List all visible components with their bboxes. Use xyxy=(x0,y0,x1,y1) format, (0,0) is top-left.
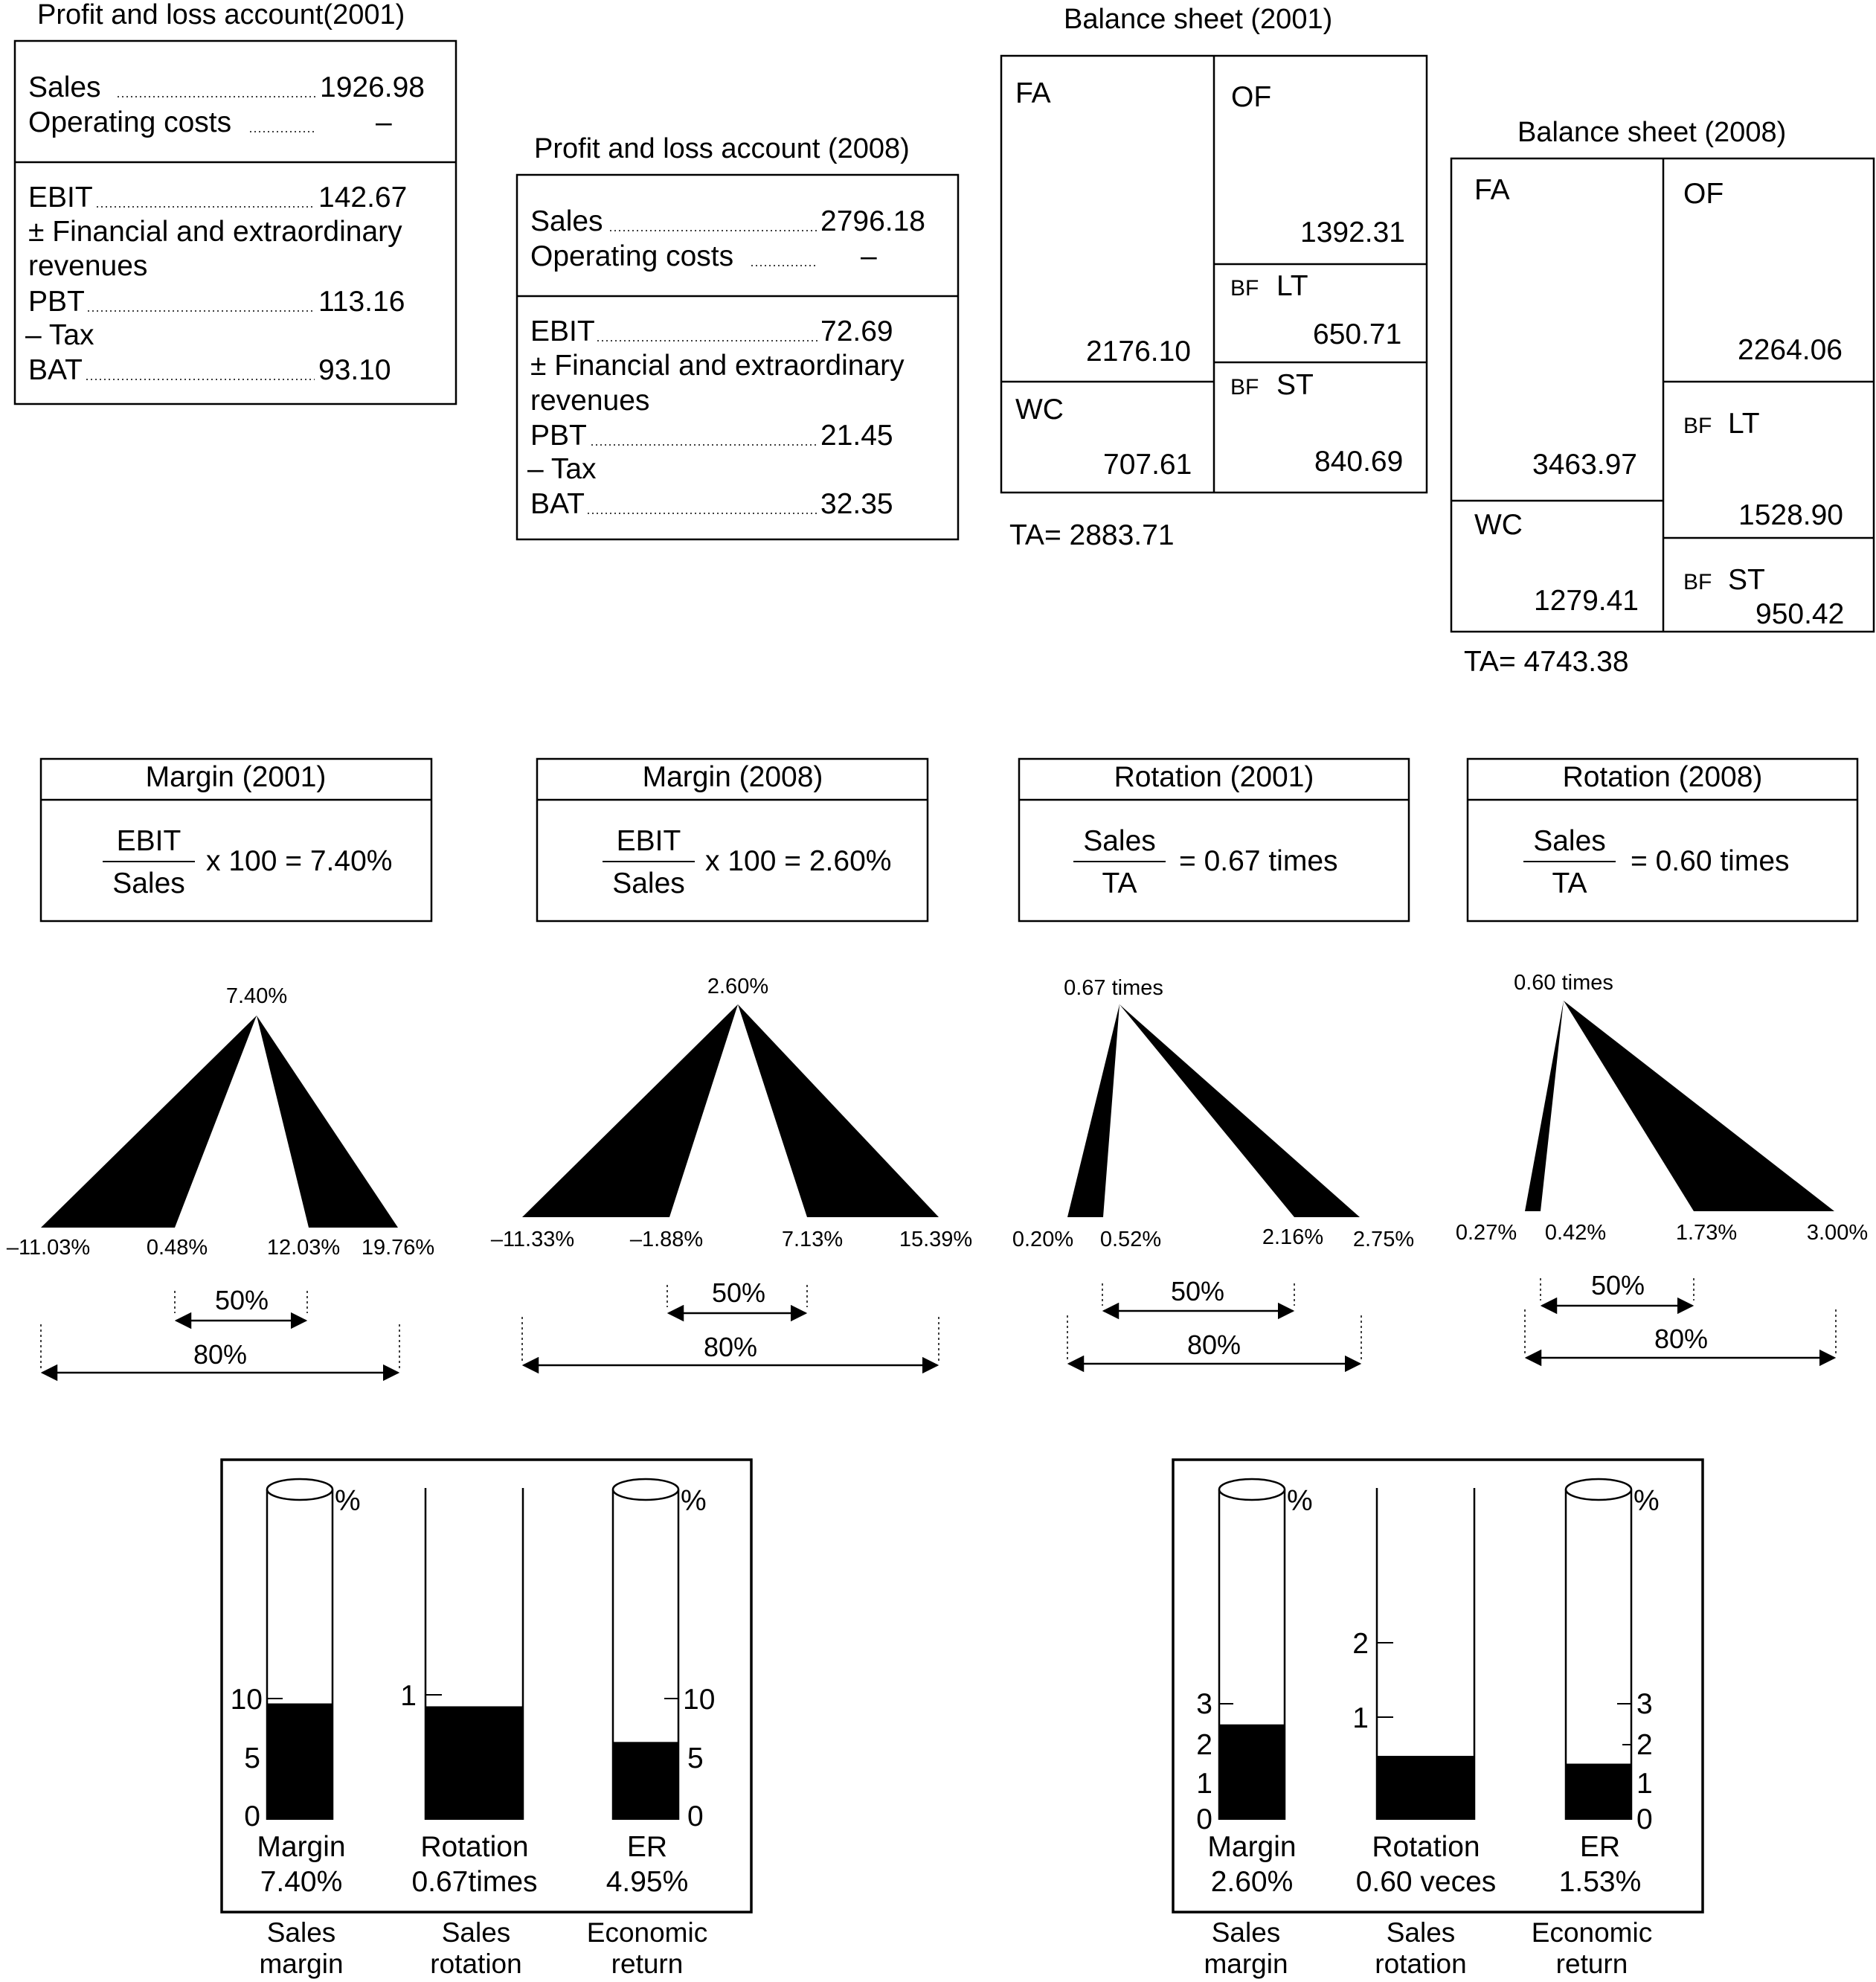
bar-unit-label: % xyxy=(1634,1485,1660,1517)
bar-unit-label: % xyxy=(335,1485,361,1517)
pl-2008-row-value: 21.45 xyxy=(820,420,893,452)
bs-2001-bf-label: BF xyxy=(1230,276,1259,301)
bs-2008-of-label: OF xyxy=(1683,178,1724,210)
triangle-tick-label: 2.16% xyxy=(1262,1225,1324,1249)
pl-2008-row-label: revenues xyxy=(530,385,650,417)
bar-caption: Sales xyxy=(266,1917,336,1948)
ratio-title: Margin (2001) xyxy=(145,761,327,793)
pl-2008-row-value: 72.69 xyxy=(820,315,893,347)
bs-2001-of-label: OF xyxy=(1231,81,1272,113)
pl-2008-row-label: – Tax xyxy=(527,453,597,485)
bar-caption: Sales xyxy=(1386,1917,1456,1948)
bs-2008-lt-value: 1528.90 xyxy=(1738,499,1843,531)
axis-tick-label: 0 xyxy=(1636,1803,1653,1835)
axis-tick-label: 2 xyxy=(1352,1628,1369,1660)
bar-caption: rotation xyxy=(430,1949,522,1979)
bar-name: ER xyxy=(626,1831,668,1863)
axis-tick-label: 1 xyxy=(1352,1702,1369,1734)
bar-name: Margin xyxy=(257,1831,346,1863)
bar-caption: Economic xyxy=(1531,1917,1653,1948)
ratio-denominator: Sales xyxy=(612,867,685,899)
axis-tick-label: 1 xyxy=(400,1680,417,1712)
bs-2008-wc-label: WC xyxy=(1474,509,1523,541)
axis-tick-label: 0 xyxy=(1196,1803,1212,1835)
band-80-label: 80% xyxy=(703,1332,758,1362)
triangle-peak-label: 0.67 times xyxy=(1064,976,1163,1000)
ratio-numerator: EBIT xyxy=(116,825,182,857)
triangle-tick-label: 7.13% xyxy=(781,1228,844,1251)
bs-2001-of-value: 1392.31 xyxy=(1300,217,1405,248)
triangle-peak-label: 7.40% xyxy=(225,984,288,1008)
bar-caption: rotation xyxy=(1375,1949,1467,1979)
pl-2001-row-value: 93.10 xyxy=(318,354,391,386)
bs-2008-st-value: 950.42 xyxy=(1755,598,1845,630)
triangle-tick-label: –1.88% xyxy=(629,1228,704,1251)
band-80-label: 80% xyxy=(1186,1330,1241,1360)
band-50-label: 50% xyxy=(1170,1276,1225,1306)
pl-2008-row-label: Operating costs xyxy=(530,240,734,272)
band-80-label: 80% xyxy=(193,1339,248,1370)
ratio-box-rotation-2001 xyxy=(1019,759,1409,921)
axis-tick-label: 10 xyxy=(230,1684,263,1716)
bs-2008-st-label: ST xyxy=(1728,564,1765,596)
ratio-box-margin-2008 xyxy=(537,759,928,921)
bar-caption: Sales xyxy=(1211,1917,1281,1948)
triangle-tick-label: 0.48% xyxy=(146,1236,208,1260)
pl-2008-row-label: BAT xyxy=(530,488,585,520)
triangle-tick-label: 2.75% xyxy=(1352,1228,1415,1251)
bs-2001-lt-value: 650.71 xyxy=(1313,318,1402,350)
bar-unit-label: % xyxy=(681,1485,707,1517)
axis-tick-label: 3 xyxy=(1636,1688,1653,1720)
pl-2008 xyxy=(517,133,958,539)
pl-2008-row-value: 2796.18 xyxy=(820,205,925,237)
bar-unit-label: % xyxy=(1287,1485,1313,1517)
pl-2001-row-label: ± Financial and extraordinary xyxy=(28,216,402,248)
axis-tick-label: 2 xyxy=(1196,1729,1212,1761)
triangle-tick-label: 12.03% xyxy=(266,1236,341,1260)
ratio-title: Margin (2008) xyxy=(642,761,823,793)
ratio-numerator: EBIT xyxy=(616,825,681,857)
bar-caption: return xyxy=(1555,1949,1628,1979)
pl-2001-row-value: 1926.98 xyxy=(320,71,425,103)
ratio-result: x 100 = 7.40% xyxy=(206,845,393,877)
ratio-result: x 100 = 2.60% xyxy=(705,845,892,877)
pl-2001-row-label: PBT xyxy=(28,286,85,318)
pl-2008-row-label: EBIT xyxy=(530,315,595,347)
ratio-numerator: Sales xyxy=(1533,825,1606,857)
axis-tick-label: 5 xyxy=(244,1742,260,1774)
pl-2001-row-value: 142.67 xyxy=(318,182,408,214)
pl-2008-title: Profit and loss account (2008) xyxy=(534,133,910,164)
bs-2008-fa-label: FA xyxy=(1474,174,1510,206)
bs-2008-wc-value: 1279.41 xyxy=(1534,585,1639,617)
bar-name: Rotation xyxy=(420,1831,529,1863)
bar-caption: Sales xyxy=(441,1917,511,1948)
ratio-denominator: TA xyxy=(1102,867,1137,899)
triangle-4 xyxy=(1456,971,1868,1358)
bs-2001 xyxy=(1001,4,1427,551)
pl-2001-row-value: 113.16 xyxy=(318,286,405,318)
axis-tick-label: 3 xyxy=(1196,1688,1212,1720)
band-80-label: 80% xyxy=(1654,1324,1709,1354)
ratio-numerator: Sales xyxy=(1083,825,1156,857)
pl-2001-row-label: EBIT xyxy=(28,182,93,214)
pl-2001-row-label: – Tax xyxy=(25,319,94,351)
bs-2001-wc-label: WC xyxy=(1015,394,1064,426)
bs-2008-bf-label: BF xyxy=(1683,414,1712,438)
axis-tick-label: 2 xyxy=(1636,1729,1653,1761)
bar-name: Rotation xyxy=(1372,1831,1480,1863)
pl-2008-row-value: 32.35 xyxy=(820,488,893,520)
bs-2001-lt-label: LT xyxy=(1276,270,1308,302)
bs-2001-fa-value: 2176.10 xyxy=(1086,336,1191,368)
triangle-tick-label: 0.52% xyxy=(1099,1228,1162,1251)
bar-rotation-2001 xyxy=(425,1706,523,1820)
bar-value-label: 7.40% xyxy=(260,1866,343,1898)
bar-caption: margin xyxy=(1204,1949,1288,1979)
bar-rotation-2008 xyxy=(1377,1756,1474,1820)
triangle-tick-label: 15.39% xyxy=(899,1228,973,1251)
bar-value-label: 1.53% xyxy=(1558,1866,1642,1898)
triangle-tick-label: 1.73% xyxy=(1675,1221,1738,1245)
bar-margin-2001 xyxy=(267,1704,333,1820)
axis-tick-label: 1 xyxy=(1196,1768,1212,1800)
pl-2001-row-label: Operating costs xyxy=(28,106,232,138)
triangle-tick-label: –11.33% xyxy=(490,1228,575,1251)
bs-2001-ta: TA= 2883.71 xyxy=(1009,519,1175,551)
bar-name: Margin xyxy=(1207,1831,1297,1863)
triangle-peak-label: 0.60 times xyxy=(1514,971,1613,995)
ratio-denominator: Sales xyxy=(112,867,185,899)
pl-2008-row-value: – xyxy=(861,240,877,272)
bar-value-label: 2.60% xyxy=(1210,1866,1294,1898)
axis-tick-label: 10 xyxy=(683,1684,716,1716)
pl-2001-row-value: – xyxy=(376,106,392,138)
bs-2001-wc-value: 707.61 xyxy=(1103,449,1192,481)
ratio-boxes xyxy=(41,759,1857,921)
pl-2001-row-label: BAT xyxy=(28,354,83,386)
bs-2001-st-value: 840.69 xyxy=(1314,446,1404,478)
ratio-result: = 0.67 times xyxy=(1179,845,1338,877)
ratio-title: Rotation (2001) xyxy=(1114,761,1314,793)
pl-2001-title: Profit and loss account(2001) xyxy=(37,0,405,31)
pl-2008-row-label: PBT xyxy=(530,420,587,452)
triangle-tick-label: 0.42% xyxy=(1544,1221,1607,1245)
bar-value-label: 4.95% xyxy=(605,1866,689,1898)
bar-caption: margin xyxy=(259,1949,344,1979)
bs-2001-fa-label: FA xyxy=(1015,77,1051,109)
bs-2001-title: Balance sheet (2001) xyxy=(1064,4,1333,35)
bs-2001-bf-label: BF xyxy=(1230,375,1259,400)
pl-2001-row-label: Sales xyxy=(28,71,101,103)
bs-2008-lt-label: LT xyxy=(1728,408,1760,440)
bs-2008-bf-label: BF xyxy=(1683,570,1712,594)
band-50-label: 50% xyxy=(214,1285,269,1315)
ratio-result: = 0.60 times xyxy=(1631,845,1790,877)
bar-name: ER xyxy=(1579,1831,1621,1863)
panel-2008 xyxy=(1173,1460,1703,1979)
panel-2001 xyxy=(222,1460,751,1979)
bs-2008 xyxy=(1451,117,1874,678)
pl-2001-row-label: revenues xyxy=(28,250,148,282)
bar-value-label: 0.67times xyxy=(411,1866,538,1898)
bar-value-label: 0.60 veces xyxy=(1355,1866,1497,1898)
bar-margin-2008 xyxy=(1219,1725,1285,1820)
bs-2008-title: Balance sheet (2008) xyxy=(1517,117,1787,148)
pl-2008-row-label: Sales xyxy=(530,205,603,237)
triangle-peak-label: 2.60% xyxy=(707,975,769,998)
axis-tick-label: 0 xyxy=(687,1800,704,1832)
ratio-denominator: TA xyxy=(1552,867,1587,899)
ratio-box-margin-2001 xyxy=(41,759,431,921)
bar-er-2001 xyxy=(613,1742,678,1820)
axis-tick-label: 5 xyxy=(687,1742,704,1774)
triangle-tick-label: 0.20% xyxy=(1012,1228,1074,1251)
axis-tick-label: 0 xyxy=(244,1800,260,1832)
triangle-tick-label: 19.76% xyxy=(361,1236,435,1260)
bs-2008-fa-value: 3463.97 xyxy=(1532,449,1637,481)
triangle-tick-label: 0.27% xyxy=(1455,1221,1517,1245)
bs-2008-of-value: 2264.06 xyxy=(1738,334,1843,366)
bs-2001-st-label: ST xyxy=(1276,369,1314,401)
band-50-label: 50% xyxy=(711,1277,766,1308)
triangle-2 xyxy=(491,975,972,1365)
triangle-tick-label: 3.00% xyxy=(1806,1221,1869,1245)
bar-caption: Economic xyxy=(586,1917,708,1948)
ratio-box-rotation-2008 xyxy=(1468,759,1857,921)
axis-tick-label: 1 xyxy=(1636,1768,1653,1800)
band-50-label: 50% xyxy=(1590,1270,1645,1301)
bar-er-2008 xyxy=(1566,1764,1631,1820)
triangle-3 xyxy=(1012,976,1414,1364)
triangle-1 xyxy=(7,984,434,1373)
ratio-title: Rotation (2008) xyxy=(1562,761,1763,793)
bs-2008-ta: TA= 4743.38 xyxy=(1464,646,1629,678)
triangle-tick-label: –11.03% xyxy=(6,1236,91,1260)
pl-2001 xyxy=(15,0,456,404)
pl-2008-row-label: ± Financial and extraordinary xyxy=(530,350,905,382)
bar-caption: return xyxy=(611,1949,684,1979)
